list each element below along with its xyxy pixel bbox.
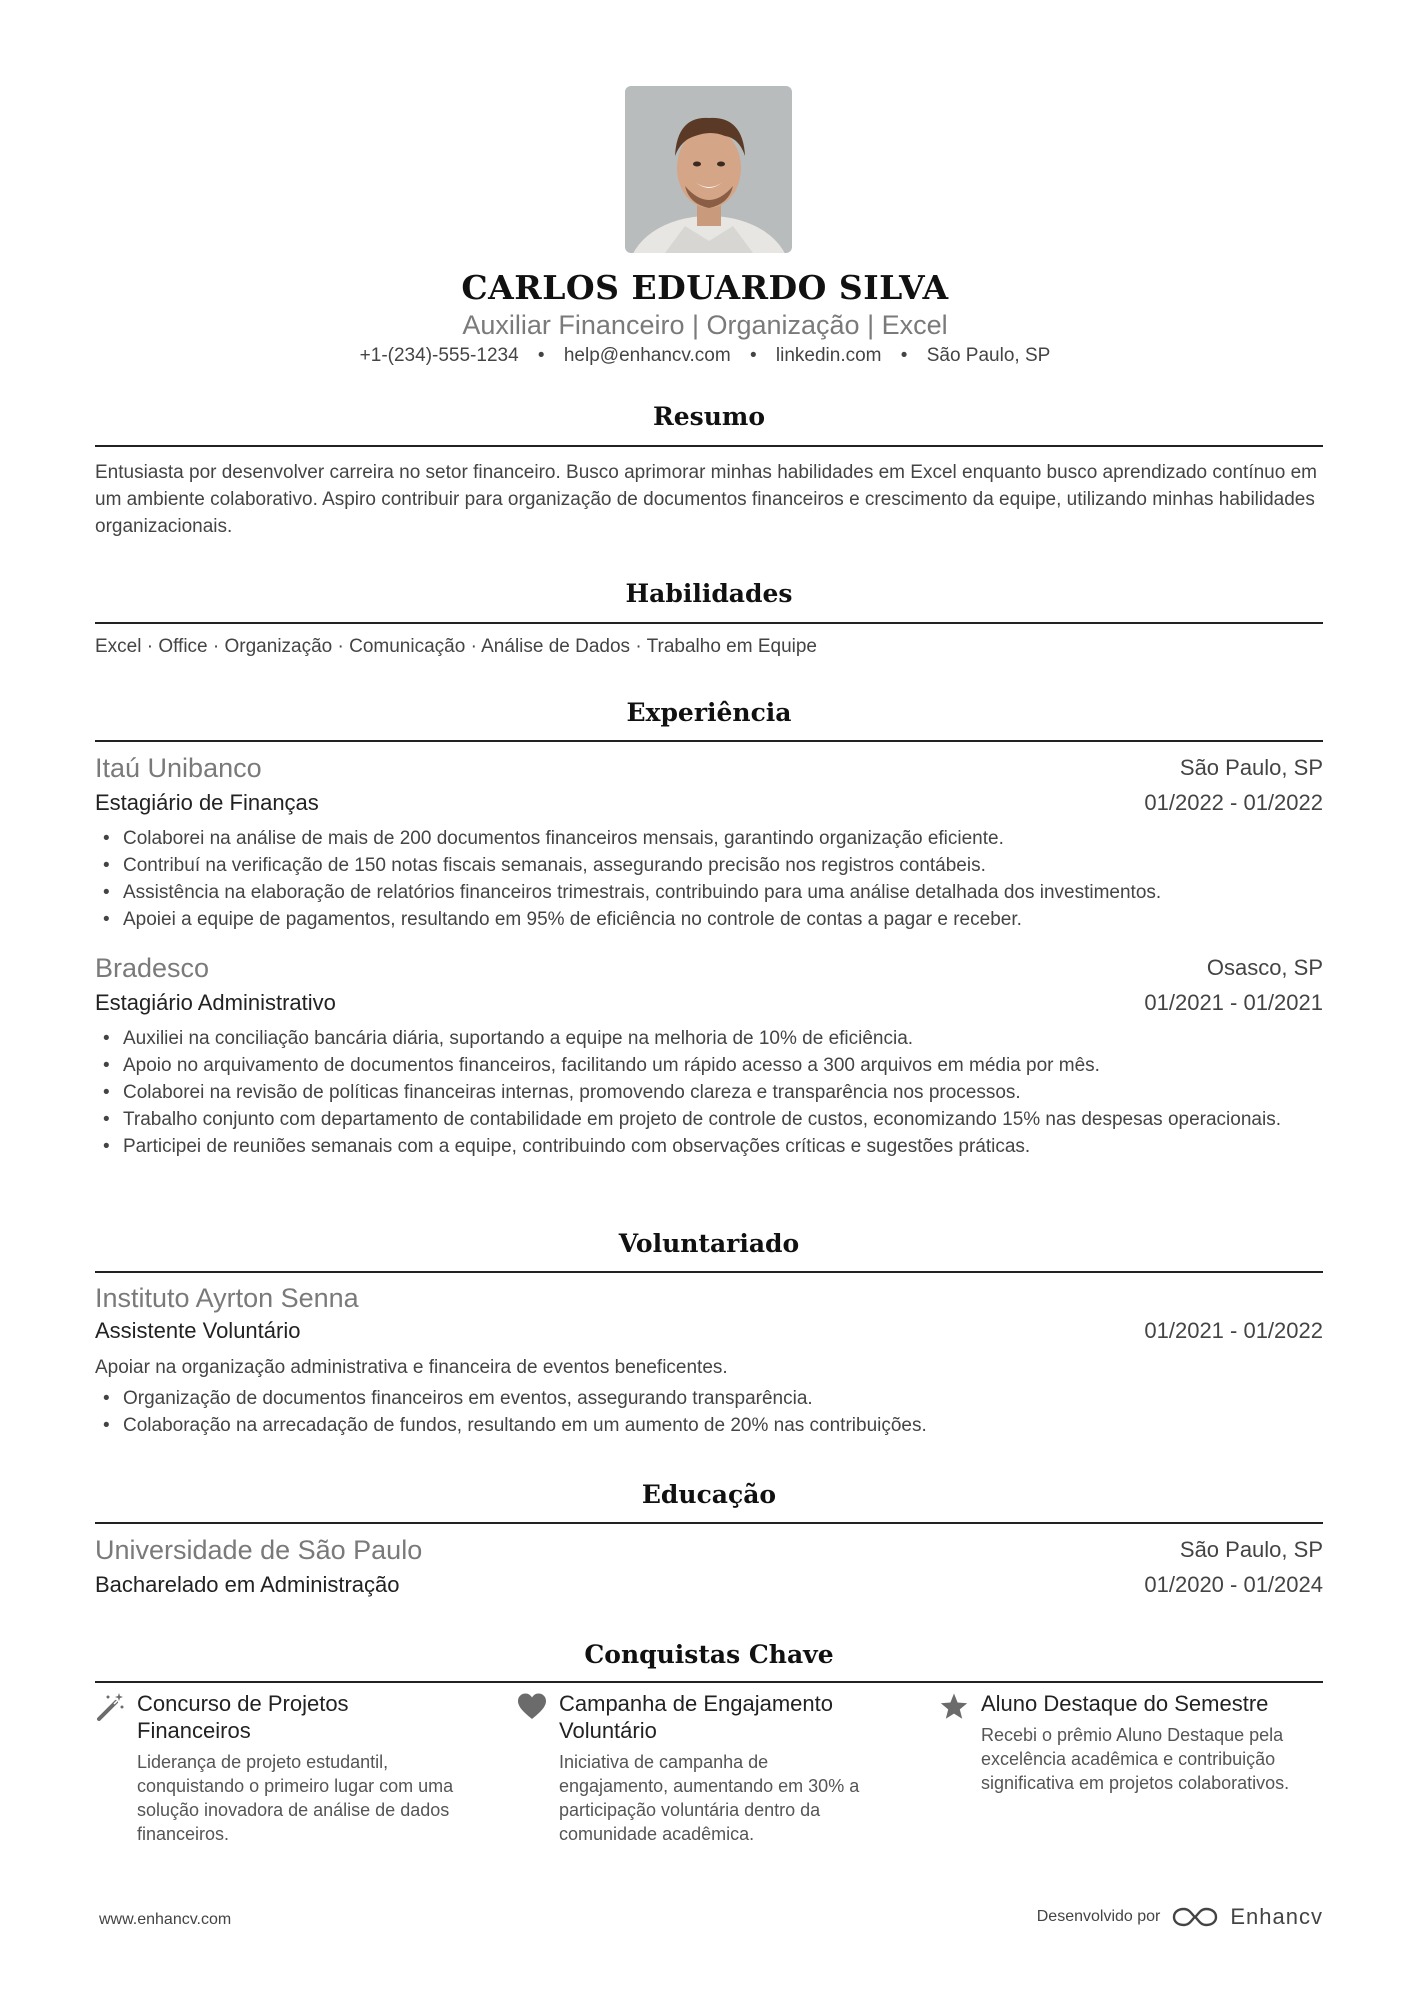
enhancv-logo-icon bbox=[1172, 1905, 1218, 1929]
education-school: Universidade de São Paulo bbox=[95, 1535, 423, 1565]
candidate-name: CARLOS EDUARDO SILVA bbox=[461, 268, 949, 307]
footer-brand: Enhancv bbox=[1230, 1904, 1323, 1929]
footer-branding bbox=[1037, 1904, 1323, 1930]
magic-wand-icon bbox=[95, 1692, 125, 1722]
list-item: • Contribuí na verificação de 150 notas fiscais semanais, assegurando precisão nos registros contábeis. bbox=[95, 852, 1323, 879]
contact-separator: • bbox=[537, 345, 545, 366]
job-dates: 01/2022 - 01/2022 bbox=[1144, 790, 1323, 815]
profile-photo bbox=[625, 86, 792, 253]
contact-separator: • bbox=[900, 345, 908, 366]
section-title-experiencia: Experiência bbox=[626, 698, 792, 727]
volunteer-dates: 01/2021 - 01/2022 bbox=[1144, 1318, 1323, 1343]
section-divider bbox=[95, 740, 1323, 742]
job-bullets bbox=[95, 825, 1323, 933]
volunteer-organization: Instituto Ayrton Senna bbox=[95, 1283, 359, 1313]
star-icon bbox=[939, 1692, 969, 1722]
candidate-headline: Auxiliar Financeiro | Organização | Excel bbox=[462, 310, 948, 340]
job-role: Estagiário Administrativo bbox=[95, 990, 336, 1015]
profile-photo-illustration bbox=[625, 86, 792, 253]
education-location: São Paulo, SP bbox=[1179, 1537, 1323, 1562]
achievement-title: Aluno Destaque do Semestre bbox=[981, 1691, 1269, 1716]
contact-separator: • bbox=[749, 345, 757, 366]
job-location: São Paulo, SP bbox=[1179, 755, 1323, 780]
contact-phone: +1-(234)-555-1234 bbox=[359, 345, 519, 366]
section-divider bbox=[95, 622, 1323, 624]
contact-email[interactable]: help@enhancv.com bbox=[563, 345, 731, 366]
contact-linkedin[interactable]: linkedin.com bbox=[775, 345, 882, 366]
job-role: Estagiário de Finanças bbox=[95, 790, 319, 815]
contact-location: São Paulo, SP bbox=[926, 345, 1051, 366]
job-company: Itaú Unibanco bbox=[95, 753, 262, 783]
list-item: • Colaborei na revisão de políticas financeiras internas, promovendo clareza e transparência nos processos. bbox=[95, 1079, 1323, 1106]
list-item: • Colaboração na arrecadação de fundos, resultando em um aumento de 20% nas contribuições. bbox=[95, 1412, 1323, 1439]
list-item: • Trabalho conjunto com departamento de contabilidade em projeto de controle de custos, economizando 15% nas despesas operacionais. bbox=[95, 1106, 1323, 1133]
section-divider bbox=[95, 1681, 1323, 1683]
volunteer-role: Assistente Voluntário bbox=[95, 1318, 301, 1343]
list-item: • Participei de reuniões semanais com a equipe, contribuindo com observações críticas e sugestões práticas. bbox=[95, 1133, 1323, 1160]
volunteer-summary: Apoiar na organização administrativa e financeira de eventos beneficentes. bbox=[95, 1357, 728, 1378]
summary-text: Entusiasta por desenvolver carreira no setor financeiro. Busco aprimorar minhas habilidades em Excel enquanto busco aprendizado contínuo em um ambiente colaborativo. Aspiro contribuir para organização de documentos financeiros e crescimento da equipe, utilizando minhas habilidades organizacionais. bbox=[95, 462, 1317, 537]
list-item: • Colaborei na análise de mais de 200 documentos financeiros mensais, garantindo organização eficiente. bbox=[95, 825, 1323, 852]
section-title-resumo: Resumo bbox=[652, 402, 766, 431]
footer-website[interactable]: www.enhancv.com bbox=[99, 1911, 232, 1928]
list-item: • Apoio no arquivamento de documentos financeiros, facilitando um rápido acesso a 300 arquivos em média por mês. bbox=[95, 1052, 1323, 1079]
achievement-title: Concurso de Projetos Financeiros bbox=[137, 1691, 349, 1743]
job-location: Osasco, SP bbox=[1206, 955, 1323, 980]
job-company: Bradesco bbox=[95, 953, 210, 983]
achievement-item bbox=[517, 1690, 877, 1846]
volunteer-bullets bbox=[95, 1385, 1323, 1439]
section-divider bbox=[95, 445, 1323, 447]
list-item: • Assistência na elaboração de relatórios financeiros trimestrais, contribuindo para uma análise detalhada dos investimentos. bbox=[95, 879, 1323, 906]
achievement-description: Recebi o prêmio Aluno Destaque pela excelência acadêmica e contribuição significativa em projetos colaborativos. bbox=[981, 1725, 1290, 1793]
job-dates: 01/2021 - 01/2021 bbox=[1144, 990, 1323, 1015]
contact-line bbox=[0, 345, 1410, 367]
education-degree: Bacharelado em Administração bbox=[95, 1572, 400, 1597]
achievement-title: Campanha de Engajamento Voluntário bbox=[559, 1691, 833, 1743]
achievement-description: Liderança de projeto estudantil, conquistando o primeiro lugar com uma solução inovadora de análise de dados financeiros. bbox=[137, 1752, 454, 1844]
list-item: • Apoiei a equipe de pagamentos, resultando em 95% de eficiência no controle de contas a pagar e receber. bbox=[95, 906, 1323, 933]
job-bullets bbox=[95, 1025, 1323, 1160]
achievement-item bbox=[939, 1690, 1299, 1795]
education-dates: 01/2020 - 01/2024 bbox=[1144, 1572, 1323, 1597]
section-divider bbox=[95, 1271, 1323, 1273]
heart-icon bbox=[517, 1692, 547, 1722]
section-title-educacao: Educação bbox=[641, 1480, 777, 1509]
skills-list: Excel · Office · Organização · Comunicação · Análise de Dados · Trabalho em Equipe bbox=[95, 636, 817, 657]
section-divider bbox=[95, 1522, 1323, 1524]
section-title-habilidades: Habilidades bbox=[625, 579, 793, 608]
section-title-voluntariado: Voluntariado bbox=[618, 1229, 800, 1258]
section-title-conquistas: Conquistas Chave bbox=[584, 1640, 834, 1669]
list-item: • Auxiliei na conciliação bancária diária, suportando a equipe na melhoria de 10% de eficiência. bbox=[95, 1025, 1323, 1052]
achievement-description: Iniciativa de campanha de engajamento, aumentando em 30% a participação voluntária dentro da comunidade acadêmica. bbox=[559, 1752, 860, 1844]
list-item: • Organização de documentos financeiros em eventos, assegurando transparência. bbox=[95, 1385, 1323, 1412]
achievement-item bbox=[95, 1690, 455, 1846]
footer-developed-by: Desenvolvido por bbox=[1036, 1908, 1161, 1925]
